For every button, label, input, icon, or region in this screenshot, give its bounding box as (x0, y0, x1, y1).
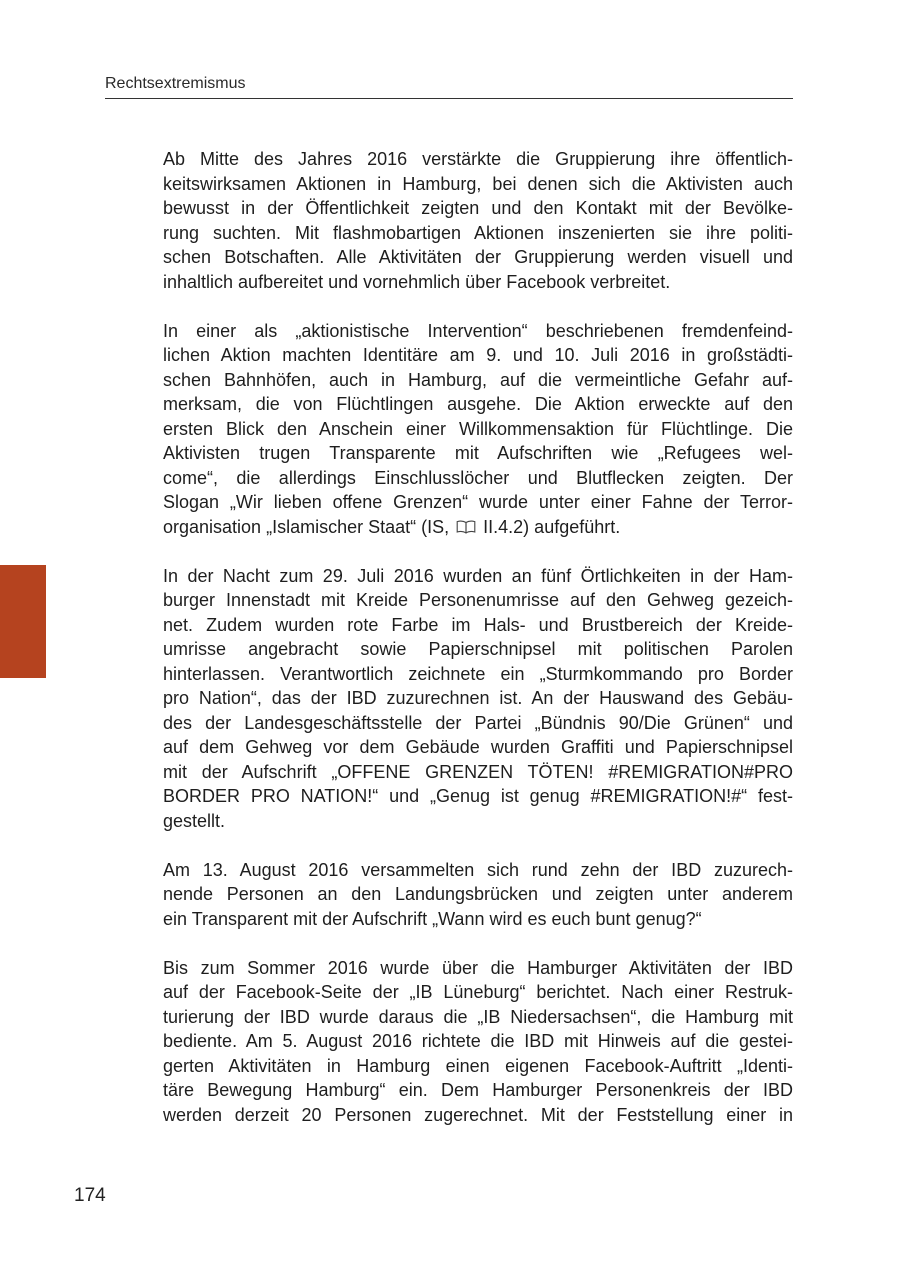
text-line: BORDER PRO NATION!“ und „Genug ist genug #REMIGRATION!#“ fest- (163, 786, 793, 806)
header-rule (105, 98, 793, 99)
text-line: turierung der IBD wurde daraus die „IB Niedersachsen“, die Hamburg mit (163, 1006, 793, 1027)
paragraph-4 (163, 858, 793, 932)
paragraph-3 (163, 564, 793, 834)
text-line: Slogan „Wir lieben offene Grenzen“ wurde unter einer Fahne der Terror- (163, 492, 793, 512)
chapter-side-tab (0, 565, 46, 678)
text-line: schen Botschaften. Alle Aktivitäten der Gruppierung werden visuell und (163, 247, 793, 267)
text-line: lichen Aktion machten Identitäre am 9. und 10. Juli 2016 in großstädti- (163, 345, 793, 365)
text-line: burger Innenstadt mit Kreide Personenumrisse auf den Gehweg gezeich- (163, 590, 793, 610)
reference-text-before: organisation „Islamischer Staat“ (IS, (163, 516, 450, 537)
text-line: auf der Facebook-Seite der „IB Lüneburg“ berichtet. Nach einer Restruk- (163, 982, 793, 1002)
text-line: come“, die allerdings Einschlusslöcher und Blutflecken zeigten. Der (163, 467, 793, 488)
text-line: In der Nacht zum 29. Juli 2016 wurden an fünf Örtlichkeiten in der Ham- (163, 565, 793, 586)
text-line: net. Zudem wurden rote Farbe im Hals- und Brustbereich der Kreide- (163, 614, 793, 635)
text-line: des der Landesgeschäftsstelle der Partei „Bündnis 90/Die Grünen“ und (163, 712, 793, 733)
text-line: inhaltlich aufbereitet und vornehmlich über Facebook verbreitet. (163, 271, 671, 292)
text-line: werden derzeit 20 Personen zugerechnet. Mit der Feststellung einer in (163, 1104, 793, 1125)
text-line: umrisse angebracht sowie Papierschnipsel mit politischen Parolen (163, 639, 793, 659)
text-line: Ab Mitte des Jahres 2016 verstärkte die Gruppierung ihre öffentlich- (163, 149, 793, 169)
text-line: täre Bewegung Hamburg“ ein. Dem Hamburger Personenkreis der IBD (163, 1080, 793, 1100)
page-number: 174 (74, 1185, 106, 1206)
text-line: pro Nation“, das der IBD zuzurechnen ist. An der Hauswand des Gebäu- (163, 688, 793, 708)
text-line: keitswirksamen Aktionen in Hamburg, bei denen sich die Aktivisten auch (163, 173, 793, 194)
body-text (163, 147, 793, 1152)
text-line: schen Bahnhöfen, auch in Hamburg, auf die vermeintliche Gefahr auf- (163, 369, 793, 390)
text-line: nende Personen an den Landungsbrücken und zeigten unter anderem (163, 884, 793, 904)
text-line: gestellt. (163, 810, 226, 831)
text-line: rung suchten. Mit flashmobartigen Aktionen inszenierten sie ihre politi- (163, 222, 793, 243)
reference-text-after: II.4.2) aufgeführt. (483, 516, 621, 537)
text-line: mit der Aufschrift „OFFENE GRENZEN TÖTEN! #REMIGRATION#PRO (163, 761, 793, 782)
text-line: gerten Aktivitäten in Hamburg einen eigenen Facebook-Auftritt „Identi- (163, 1055, 793, 1076)
text-line: hinterlassen. Verantwortlich zeichnete ein „Sturmkommando pro Border (163, 663, 793, 684)
text-line: In einer als „aktionistische Intervention“ beschriebenen fremdenfeind- (163, 320, 793, 341)
paragraph-5 (163, 956, 793, 1128)
text-line: bewusst in der Öffentlichkeit zeigten und den Kontakt mit der Bevölke- (163, 198, 793, 218)
book-icon (456, 516, 476, 530)
paragraph-2 (163, 319, 793, 540)
text-line: Bis zum Sommer 2016 wurde über die Hamburger Aktivitäten der IBD (163, 957, 793, 978)
text-line-with-reference (163, 515, 793, 540)
running-header-title: Rechtsextremismus (105, 75, 246, 92)
text-line: merksam, die von Flüchtlingen ausgehe. Die Aktion erweckte auf den (163, 394, 793, 414)
text-line: Aktivisten trugen Transparente mit Aufschriften wie „Refugees wel- (163, 443, 793, 463)
text-line: ersten Blick den Anschein einer Willkommensaktion für Flüchtlinge. Die (163, 418, 793, 439)
paragraph-1 (163, 147, 793, 294)
text-line: auf dem Gehweg vor dem Gebäude wurden Graffiti und Papierschnipsel (163, 737, 793, 757)
text-line: ein Transparent mit der Aufschrift „Wann wird es euch bunt genug?“ (163, 908, 702, 929)
text-line: Am 13. August 2016 versammelten sich rund zehn der IBD zuzurech- (163, 859, 793, 880)
text-line: bediente. Am 5. August 2016 richtete die IBD mit Hinweis auf die gestei- (163, 1031, 793, 1051)
